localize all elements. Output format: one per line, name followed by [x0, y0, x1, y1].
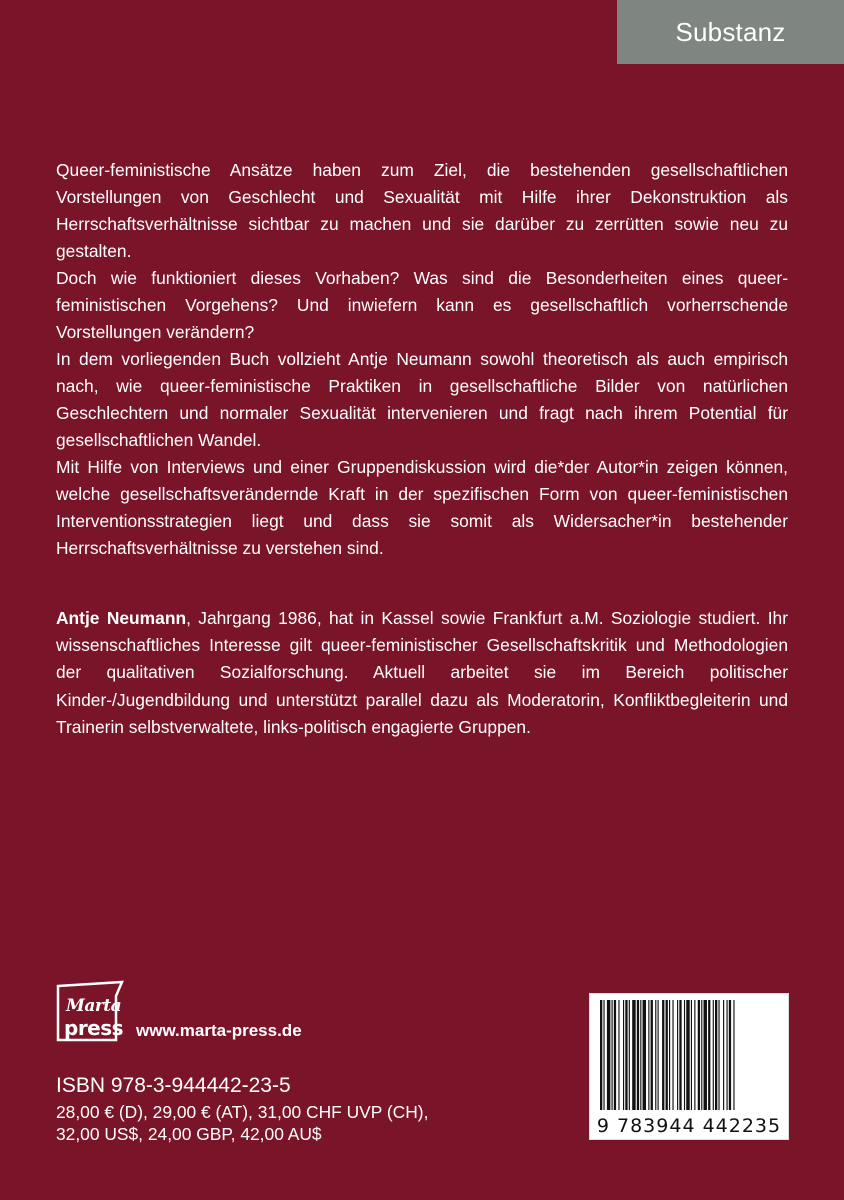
- author-name: Antje Neumann: [56, 608, 187, 628]
- publisher-website[interactable]: www.marta-press.de: [136, 1021, 302, 1040]
- price-line: 32,00 US$, 24,00 GBP, 42,00 AU$: [56, 1124, 322, 1144]
- barcode-icon: [598, 1000, 780, 1110]
- barcode-digits: 9 783944 442235: [596, 1115, 782, 1137]
- logo-wordmark-bottom: press: [64, 1016, 124, 1040]
- blurb-paragraph: Mit Hilfe von Interviews und einer Gruppendiskussion wird die*der Autor*in zeigen können, welche gesellschaftsverändernde Kraft in der spezifischen Form von queer-feministischen Interventionsstrategien liegt und dass sie somit als Widersacher*in bestehender Herrschaftsverhältnisse zu verstehen sind.: [56, 457, 788, 558]
- publisher-block: [56, 978, 376, 1048]
- isbn: ISBN 978-3-944442-23-5: [56, 1074, 291, 1097]
- prices: [56, 1101, 428, 1145]
- blurb-paragraph: Doch wie funktioniert dieses Vorhaben? Was sind die Besonderheiten eines queer-feministischen Vorgehens? Und inwiefern kann es gesellschaftlich vorherrschende Vorstellungen verändern?: [56, 268, 788, 342]
- logo-wordmark-top: Marta: [66, 996, 122, 1016]
- series-label: Substanz: [617, 0, 844, 64]
- barcode: [589, 993, 789, 1140]
- author-bio: [56, 605, 788, 741]
- blurb-paragraph: In dem vorliegenden Buch vollzieht Antje Neumann sowohl theoretisch als auch empirisch nach, wie queer-feministische Praktiken in gesellschaftliche Bilder von natürlichen Geschlechtern und normaler Sexualität intervenieren und fragt nach ihrem Potential für gesellschaftlichen Wandel.: [56, 349, 788, 450]
- price-line: 28,00 € (D), 29,00 € (AT), 31,00 CHF UVP (CH),: [56, 1102, 429, 1122]
- author-bio-text: , Jahrgang 1986, hat in Kassel sowie Frankfurt a.M. Soziologie studiert. Ihr wissenschaftliches Interesse gilt queer-feministischer Gesellschaftskritik und Methodologien der qualitativen Sozialforschung. Aktuell arbeitet sie im Bereich politischer Kinder-/Jugendbildung und unterstützt parallel dazu als Moderatorin, Konfliktbegleiterin und Trainerin selbstverwaltete, links-politisch engagierte Gruppen.: [56, 608, 788, 737]
- blurb-paragraph: Queer-feministische Ansätze haben zum Ziel, die bestehenden gesellschaftlichen Vorstellungen von Geschlecht und Sexualität mit Hilfe ihrer Dekonstruktion als Herrschaftsverhältnisse sichtbar zu machen und sie darüber zu zerrütten sowie neu zu gestalten.: [56, 160, 788, 261]
- blurb-text: [56, 157, 788, 562]
- publisher-logo: [56, 978, 128, 1044]
